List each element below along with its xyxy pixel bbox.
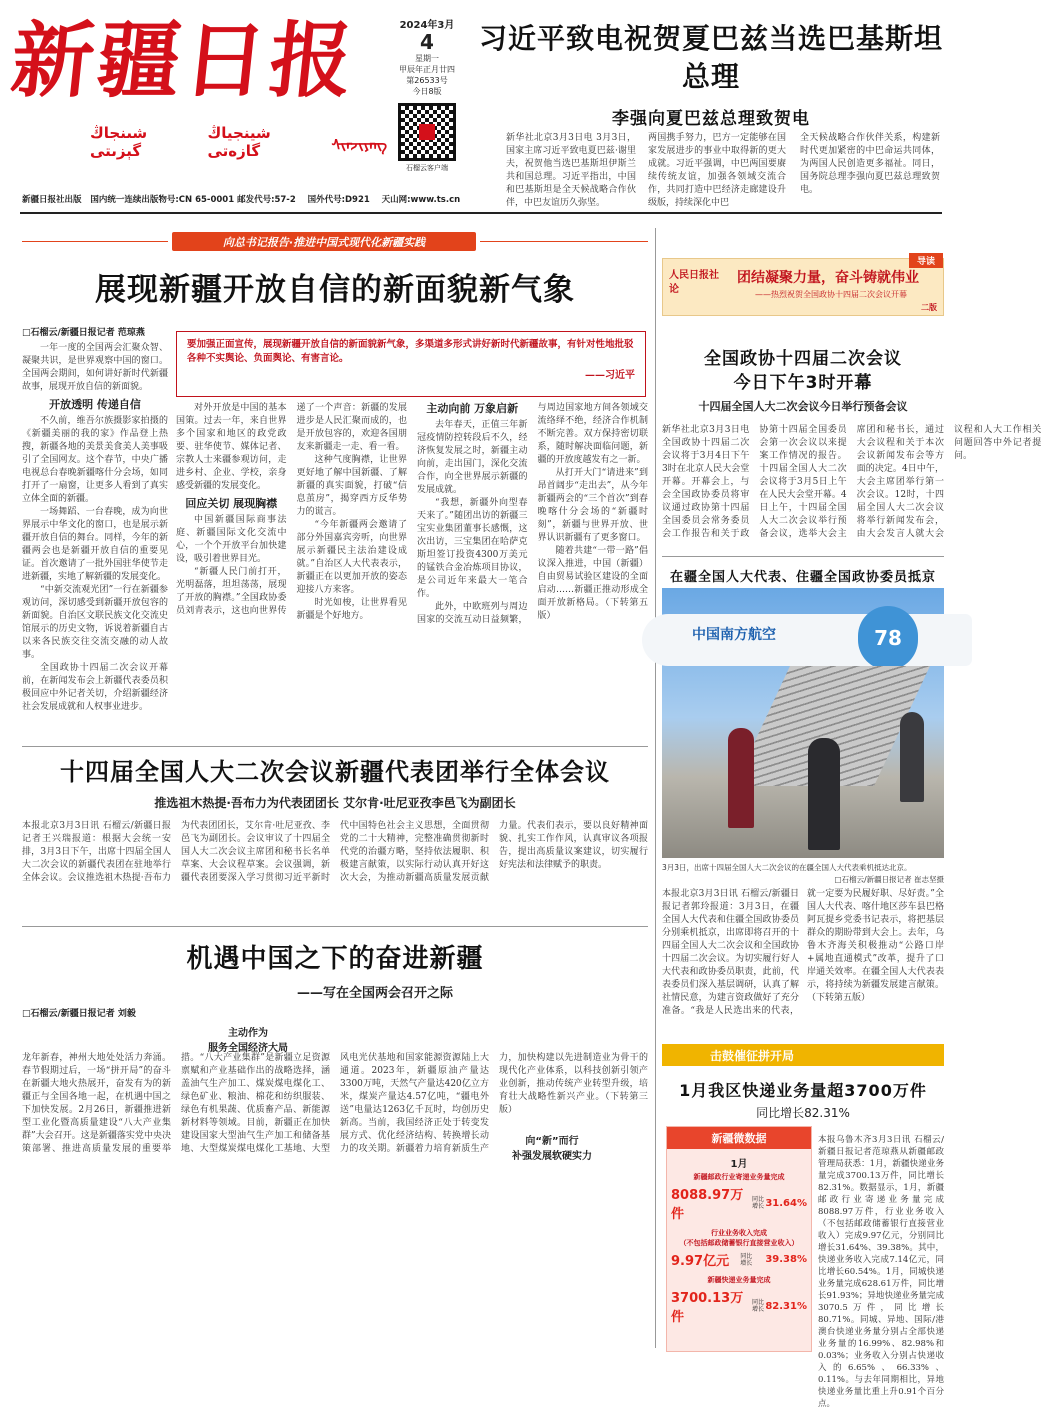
main-paragraph: 这种气度胸襟，让世界更好地了解中国新疆、了解新疆的真实面貌，打破“信息茧房”，揭穿西方反华势力的谎言。 <box>296 455 407 517</box>
info-bar: 新疆日报社出版 国内统一连续出版物号:CN 65-0001 邮发代号:57-2 国外代号:D921 天山网:www.ts.cn <box>22 195 461 205</box>
feature-body: 龙年新春，神州大地处处活力奔涌。春节假期过后，一场“拼开局”的奋斗在新疆大地火热展开，奋发有为的新疆正与全国各地一起，在机遇中国之下加快发展。2月26日，新疆推进新型工业化暨高质量建设“八大产业集群”大会召开。这是新疆落实党中央决策部署、推进高质量发展的重要举措。“八大产业集群”是新疆立足资源禀赋和产业基础作出的战略选择，涵盖油气生产加工、煤炭煤电煤化工、绿色矿业、粮油、棉花和纺织服装、绿色有机果蔬、优质畜产品、新能源新材料等领域。目前，新疆正在加快建设国家大型油气生产加工和储备基地、大型煤炭煤电煤化工基地、大型风电光伏基地和国家能源资源陆上大通道。2023年，新疆原油产量达3300万吨，天然气产量达420亿立方米，煤炭产量达4.57亿吨，“疆电外送”电量达1263亿千瓦时，均创历史新高。当前，我国经济正处于转变发展方式、优化经济结构、转换增长动力的攻关期。新疆着力培育新质生产力，加快构建以先进制造业为骨干的现代化产业体系，以科技创新引领产业创新，推动传统产业转型升级，培育壮大战略性新兴产业。（下转第三版） <box>22 1053 648 1154</box>
main-paragraph: “今年新疆两会邀请了部分外国嘉宾旁听，向世界展示新疆民主法治建设成就。”自治区人大代表表示，新疆正在以更加开放的姿态迎接八方来客。 <box>296 520 407 595</box>
main-subtitle: 开放透明 传递自信 <box>49 398 141 411</box>
delegation-subhead: 推选祖木热提·吾布力为代表团团长 艾尔肯·吐尼亚孜李邑飞为副团长 <box>154 796 516 810</box>
main-body-right <box>176 402 648 738</box>
infographic-growth: 82.31% <box>765 1300 807 1312</box>
infographic-growth-label: 同比增长 <box>740 1252 753 1267</box>
masthead <box>6 6 387 206</box>
date-weekday: 星期一 <box>415 54 439 63</box>
infographic-item <box>667 1275 811 1325</box>
cppcc-body: 新华社北京3月3日电 全国政协十四届二次会议将于3月4日下午3时在北京人民大会堂开幕。开幕会上，与会全国政协委员将审议通过政协第十四届全国委员会常务委员会工作报告和关于政协第十四届全国委员会第一次会议以来提案工作情况的报告。十四届全国人大二次会议将于3月5日上午在人民大会堂开幕。4日上午，十四届全国人大二次会议举行预备会议，选举大会主席团和秘书长，通过大会议程和关于本次会议新闻发布会等方面的决定。4日中午，大会主席团举行第一次会议。12时，十四届全国人大二次会议将举行新闻发布会，由大会发言人就大会议程和人大工作相关问题回答中外记者提问。 <box>662 425 1041 539</box>
infographic-label: 新疆快递业务量完成 <box>707 1276 771 1284</box>
infographic-growth-label: 同比增长 <box>752 1299 765 1313</box>
cppcc-headline-1: 全国政协十四届二次会议 <box>704 349 902 369</box>
section-rule-right <box>480 241 648 242</box>
masthead-kazakh: شينجياڭ گازەتى <box>207 124 271 160</box>
section-rule-left <box>22 241 168 242</box>
main-paragraph: 全国政协十四届二次会议开幕前，在新闻发布会上新疆代表委员积极回应中外记者关切，介绍新疆经济社会发展成就和人权事业进步。 <box>22 663 168 712</box>
main-paragraph: 随着共建“一带一路”倡议深入推进，中国（新疆）自由贸易试验区建设的全面启动……新疆正推动形成全面开放新格局。（下转第五版） <box>537 546 648 621</box>
infographic-item <box>667 1172 811 1222</box>
section-banner <box>172 232 476 251</box>
main-paragraph: 去年春天，正值三年新冠疫情防控转段后不久，经济恢复发展之时，新疆主动向前，走出国门，深化交流合作，向全世界展示新疆的发展成就。 <box>417 420 528 495</box>
infographic-value: 9.97亿元 <box>671 1254 730 1269</box>
shelun-page-ref: 二版 <box>921 303 937 312</box>
feature-byline: □石榴云/新疆日报记者 刘毅 <box>22 1009 136 1019</box>
infographic-value: 8088.97万件 <box>671 1188 744 1222</box>
cppcc-rule <box>662 556 944 557</box>
cppcc-subhead: 十四届全国人大二次会议今日举行预备会议 <box>698 400 908 413</box>
masthead-title: 新疆日报 <box>6 13 362 109</box>
qr-caption: 石榴云客户端 <box>406 164 448 172</box>
masthead-mongol: ᠰᠢᠨᠵᠢᠶᠠᠩ <box>331 136 387 154</box>
qr-code[interactable] <box>398 103 456 161</box>
main-paragraph: “新疆人民门前打开，光明磊落，坦坦荡荡，展现了开放的胸襟。”全国政协委员刘青表示，这也向世界传递了一个声音：新疆的发展进步是人民汇聚而成的，也是开放包容的，欢迎各国朋友来新疆走一走、看一看。 <box>176 403 407 616</box>
main-paragraph: 不久前，维吾尔族摄影家拍摄的《新疆美丽的我的家》作品登上热搜，新疆各地的美景美食美人美事吸引了全国网友。这个春节，中央广播电视总台春晚新疆喀什分会场，如同打开了一扇窗，让更多人看到了真实立体全面的新疆。 <box>22 416 168 504</box>
shelun-subtitle: ——热烈祝贺全国政协十四届二次会议开幕 <box>755 290 907 299</box>
infographic-growth: 39.38% <box>765 1254 807 1265</box>
quote-source: ——习近平 <box>585 370 635 381</box>
info-bar-rule <box>20 212 942 214</box>
infographic-value: 3700.13万件 <box>671 1291 744 1325</box>
top-story-body-col1: 新华社北京3月3日电 3月3日，国家主席习近平致电夏巴兹·谢里夫，祝贺他当选巴基斯坦伊斯兰共和国总理。习近平指出，中国和巴基斯坦是全天候战略合作伙伴，中巴友谊历久弥坚。 <box>506 133 636 208</box>
sidebar-shelun[interactable] <box>662 258 944 316</box>
delegate-figure <box>728 728 754 828</box>
express-banner <box>662 1044 944 1066</box>
main-paragraph: 从打开大门“请进来”到昂首阔步“走出去”，从今年新疆两会的“三个首次”到春晚喀什分会场的“新疆时刻”，新疆与世界开放、世界认识新疆有了更多窗口。 <box>537 468 648 543</box>
photo-caption: 3月3日，出席十四届全国人大二次会议的在疆全国人大代表乘机抵达北京。 <box>662 863 912 872</box>
infographic-month: 1月 <box>730 1159 748 1170</box>
infographic <box>666 1126 812 1352</box>
delegation-rule <box>22 746 648 747</box>
date-year-month: 2024年3月 <box>399 20 455 31</box>
top-story-body-col2: 两国携手努力，巴方一定能够在国家发展进步的事业中取得新的更大成就。习近平强调，中巴两国要赓续传统友谊，加强各领域交流合作，共同打造中巴经济走廊建设升级版，持续深化中巴 <box>648 133 786 208</box>
plane-tail-logo: 78 <box>858 606 918 670</box>
masthead-minority-scripts <box>12 124 387 160</box>
main-subtitle: 回应关切 展现胸襟 <box>185 497 278 510</box>
top-story <box>476 20 946 129</box>
news-photo <box>662 588 944 858</box>
photo-story-body: 本报北京3月3日讯 石榴云/新疆日报记者郭玲报道：3月3日，在疆全国人大代表和住疆全国政协委员分别乘机抵京，出席即将召开的十四届全国人大二次会议和全国政协十四届二次会议。为切实履行好人大代表和政协委员职责，此前，代表委员们深入基层调研，认真了解社情民意，为建言资政做好了充分准备。“我是人民选出来的代表，就一定要为民履好职、尽好责。”全国人大代表、喀什地区莎车县巴格阿瓦提乡党委书记表示，将把基层群众的期盼带到大会上。去年，乌鲁木齐海关积极推动“公路口岸+属地直通模式”改革，提升了口岸通关效率。在疆全国人大代表表示，将持续为新疆发展建言献策。（下转第五版） <box>662 889 944 1016</box>
top-story-body-col3: 全天候战略合作伙伴关系，构建新时代更加紧密的中巴命运共同体，为两国人民创造更多福祉。同日，国务院总理李强向夏巴兹总理致贺电。 <box>800 133 940 195</box>
issue-number: 第26533号 <box>406 76 448 85</box>
top-story-subhead: 李强向夏巴兹总理致贺电 <box>612 109 810 129</box>
main-paragraph: 一场舞蹈、一台春晚，成为向世界展示中华文化的窗口，也是展示新疆开放自信的舞台。同样，今年的新疆两会也是新疆开放自信的重要见证。首次邀请了一批外国驻华使节走进新疆，实地了解新疆的发展变化。 <box>22 507 168 582</box>
main-subtitle: 主动向前 万象启新 <box>426 402 519 415</box>
section-banner-text: 向总书记报告·推进中国式现代化新疆实践 <box>222 235 426 249</box>
masthead-uyghur: شىنجاڭ گېزىتى <box>90 124 148 160</box>
main-paragraph: 中国新疆国际商事法庭、新疆国际文化交流中心，一个个开放平台加快建设，吸引着世界目光。 <box>176 515 287 564</box>
main-paragraph: 时光如梭，让世界看见新疆是个好地方。 <box>296 598 407 621</box>
quote-text: 要加强正面宣传，展现新疆开放自信的新面貌新气象，多渠道多形式讲好新时代新疆故事，有针对性地批驳各种不实舆论、负面舆论、有害言论。 <box>187 339 634 364</box>
shelun-label: 导读 <box>909 253 943 268</box>
feature-sub1: 主动作为 服务全国经济大局 <box>208 1028 288 1054</box>
infographic-label: 行业业务收入完成 （不包括邮政储蓄银行直接营业收入） <box>679 1229 799 1247</box>
date-lunar: 甲辰年正月廿四 <box>399 65 455 74</box>
plane-text: 中国南方航空 <box>692 627 776 643</box>
column-divider <box>655 228 656 1348</box>
delegation-body: 本报北京3月3日讯 石榴云/新疆日报记者王兴瑞报道：根据大会统一安排，3月3日下午，出席十四届全国人大二次会议的新疆代表团在驻地举行全体会议。会议推选祖木热提·吾布力为代表团团长，艾尔肯·吐尼亚孜、李邑飞为副团长。会议审议了十四届全国人大二次会议主席团和秘书长名单草案、大会议程草案。会议强调，新疆代表团要深入学习贯彻习近平新时代中国特色社会主义思想，全面贯彻党的二十大精神，完整准确贯彻新时代党的治疆方略，坚持依法履职、积极建言献策，以实际行动认真开好这次大会，为推动新疆高质量发展贡献力量。代表们表示，要以良好精神面貌、扎实工作作风，认真审议各项报告，提出高质量议案建议，切实履行好宪法和法律赋予的职责。 <box>22 821 648 883</box>
main-byline: □石榴云/新疆日报记者 范琼燕 <box>22 328 145 338</box>
photo-credit: □石榴云/新疆日报记者 崔志坚摄 <box>834 875 944 884</box>
delegate-figure <box>900 712 924 802</box>
top-story-headline: 习近平致电祝贺夏巴兹当选巴基斯坦总理 <box>478 22 943 93</box>
feature-headline: 机遇中国之下的奋进新疆 <box>186 944 484 974</box>
express-subhead: 同比增长82.31% <box>756 1106 850 1120</box>
main-paragraph: 一年一度的全国两会汇聚众智、凝聚共识，是世界观察中国的窗口。全国两会期间，如何讲好新时代新疆故事，展现开放自信的新面貌。 <box>22 343 168 392</box>
main-paragraph: 此外，中欧班列与周边国家的交流互动日益频繁，与周边国家地方间各领域交流络绎不绝，经济合作机制不断完善。双方保持密切联系，随时解决面临问题，新疆的开放度越发有之一新。 <box>417 403 648 625</box>
infographic-growth: 31.64% <box>765 1197 807 1209</box>
express-headline: 1月我区快递业务量超3700万件 <box>679 1081 927 1100</box>
infographic-title: 新疆微数据 <box>667 1127 811 1149</box>
feature-sub2: 向“新”而行 补强发展软硬实力 <box>512 1136 592 1162</box>
express-banner-text: 击鼓催征拼开局 <box>710 1048 795 1063</box>
delegation-headline: 十四届全国人大二次会议新疆代表团举行全体会议 <box>60 758 610 786</box>
feature-subhead: ——写在全国两会召开之际 <box>296 986 453 1001</box>
shelun-title: 团结凝聚力量，奋斗铸就伟业 <box>737 270 919 286</box>
page-count: 今日8版 <box>412 87 442 96</box>
cppcc-headline-2: 今日下午3时开幕 <box>733 373 873 393</box>
infographic-item <box>667 1228 811 1269</box>
infographic-label: 新疆邮政行业寄递业务量完成 <box>693 1173 785 1181</box>
main-paragraph: 对外开放是中国的基本国策。过去一年，来自世界多个国家和地区的政党政要、驻华使节、媒体记者、宗教人士来疆参观访问，走进乡村、企业、学校，亲身感受新疆的发展变化。 <box>176 403 287 491</box>
date-block <box>392 16 462 173</box>
feature-rule <box>22 926 648 927</box>
quote-box <box>176 331 646 397</box>
main-paragraph: “中新交流观光团”一行在新疆参观访问，深切感受到新疆开放包容的新面貌。自治区文联民族文化交流史馆展示的历史文物，诉说着新疆自古以来各民族交往交流交融的动人故事。 <box>22 585 168 660</box>
express-body: 本报乌鲁木齐3月3日讯 石榴云/新疆日报记者范琼燕从新疆邮政管理局获悉：1月，新疆快递业务量完成3700.13万件，同比增长82.31%。数据显示，1月，新疆邮政行业寄递业务量完成8088.97万件，行业业务收入（不包括邮政储蓄银行直接营业收入）完成9.97亿元，分别同比增长31.64%、39.38%。其中，快递业务收入完成7.14亿元，同比增长60.54%。1月，同城快递业务量完成628.61万件，同比增长91.93%；异地快递业务量完成3070.5万件，同比增长80.71%。同城、异地、国际/港澳台快递业务量分别占全部快递业务量的16.99%、82.98%和0.03%；业务收入分别占快递收入的6.65%、66.33%、0.11%。与去年同期相比，异地快递业务量比重上升0.91个百分点。 <box>818 1135 944 1409</box>
photo-headline: 在疆全国人大代表、住疆全国政协委员抵京 <box>669 570 936 585</box>
infographic-growth-label: 同比增长 <box>752 1196 765 1210</box>
main-paragraph: “我想，新疆外向型春天来了。”随团出访的新疆三宝实业集团董事长感慨，这次出访，三宝集团在哈萨克斯坦签订投资4300万美元的锰铁合金冶炼项目协议，是公司近年来最大一笔合作。 <box>417 498 528 599</box>
main-headline: 展现新疆开放自信的新面貌新气象 <box>95 272 575 308</box>
delegate-figure <box>808 738 840 850</box>
date-day: 4 <box>420 30 434 54</box>
shelun-logo: 人民日报社论 <box>669 270 719 295</box>
main-body-left <box>22 342 168 738</box>
qr-center-logo <box>419 124 435 140</box>
